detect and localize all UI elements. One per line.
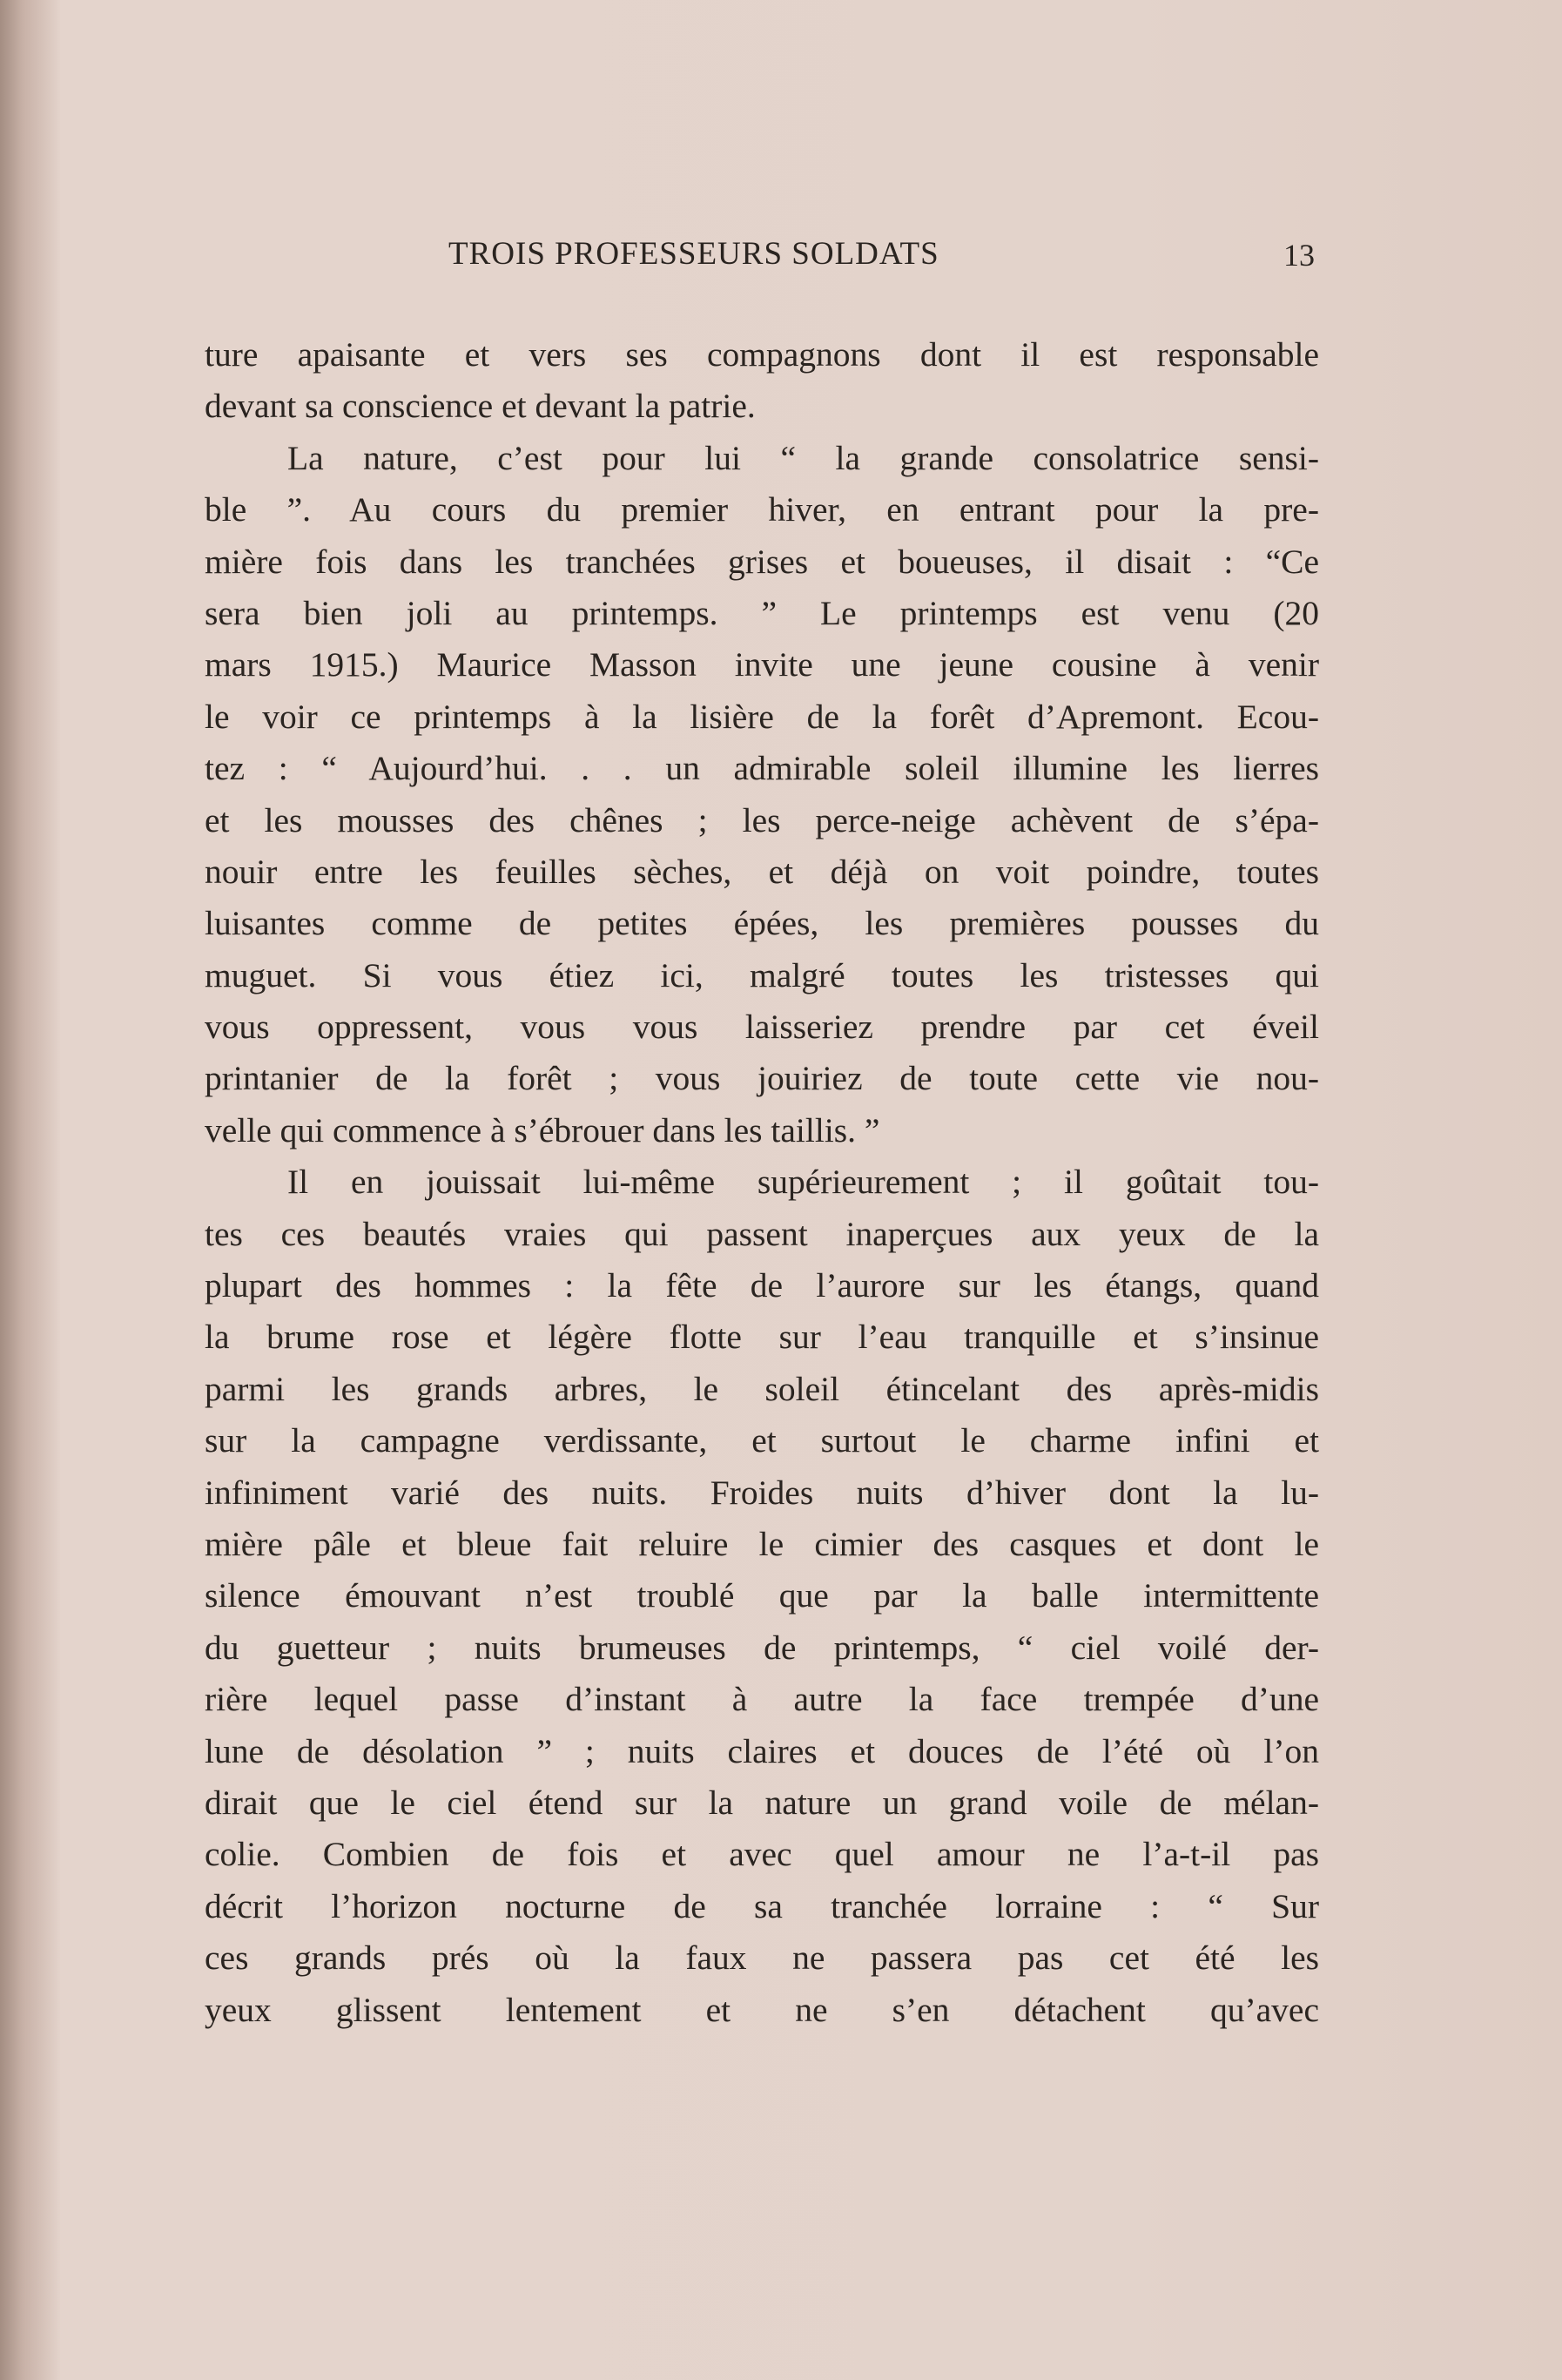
text-line: plupart des hommes : la fête de l’aurore sur les étangs, quand bbox=[205, 1266, 1319, 1305]
text-line: mière pâle et bleue fait reluire le cimier des casques et dont le bbox=[205, 1524, 1319, 1563]
text-line: muguet. Si vous étiez ici, malgré toutes les tristesses qui bbox=[205, 955, 1319, 994]
text-line: sur la campagne verdissante, et surtout le charme infini et bbox=[205, 1421, 1319, 1460]
text-line: Il en jouissait lui-même supérieurement ; il goûtait tou- bbox=[287, 1163, 1319, 1202]
text-line: parmi les grands arbres, le soleil étincelant des après-midis bbox=[205, 1369, 1319, 1408]
text-line: devant sa conscience et devant la patrie. bbox=[205, 387, 756, 426]
text-line: velle qui commence à s’ébrouer dans les taillis. ” bbox=[205, 1110, 880, 1150]
text-line: décrit l’horizon nocturne de sa tranchée lorraine : “ Sur bbox=[205, 1886, 1319, 1925]
text-line: nouir entre les feuilles sèches, et déjà on voit poindre, toutes bbox=[205, 852, 1319, 891]
text-line: La nature, c’est pour lui “ la grande consolatrice sensi- bbox=[287, 438, 1319, 477]
text-line: rière lequel passe d’instant à autre la face trempée d’une bbox=[205, 1680, 1319, 1719]
text-line: ture apaisante et vers ses compagnons dont il est responsable bbox=[205, 335, 1319, 374]
text-line: le voir ce printemps à la lisière de la forêt d’Apremont. Ecou- bbox=[205, 697, 1319, 736]
running-title: TROIS PROFESSEURS SOLDATS bbox=[448, 236, 939, 272]
page-number: 13 bbox=[1283, 238, 1315, 273]
text-line: mière fois dans les tranchées grises et boueuses, il disait : “Ce bbox=[205, 542, 1319, 581]
text-line: et les mousses des chênes ; les perce-neige achèvent de s’épa- bbox=[205, 800, 1319, 839]
text-line: luisantes comme de petites épées, les premières pousses du bbox=[205, 904, 1319, 943]
text-line: sera bien joli au printemps. ” Le printemps est venu (20 bbox=[205, 593, 1319, 632]
text-line: ble ”. Au cours du premier hiver, en entrant pour la pre- bbox=[205, 490, 1319, 529]
text-line: ces grands prés où la faux ne passera pas cet été les bbox=[205, 1938, 1319, 1978]
text-line: vous oppressent, vous vous laisseriez prendre par cet éveil bbox=[205, 1008, 1319, 1047]
text-line: du guetteur ; nuits brumeuses de printemps, “ ciel voilé der- bbox=[205, 1628, 1319, 1667]
text-line: mars 1915.) Maurice Masson invite une jeune cousine à venir bbox=[205, 645, 1319, 684]
text-line: la brume rose et légère flotte sur l’eau tranquille et s’insinue bbox=[205, 1318, 1319, 1357]
gutter-shadow bbox=[0, 0, 61, 2380]
text-line: colie. Combien de fois et avec quel amour ne l’a-t-il pas bbox=[205, 1835, 1319, 1874]
running-head bbox=[209, 235, 1315, 279]
text-line: infiniment varié des nuits. Froides nuits d’hiver dont la lu- bbox=[205, 1473, 1319, 1512]
text-line: yeux glissent lentement et ne s’en détachent qu’avec bbox=[205, 1990, 1319, 2029]
text-line: printanier de la forêt ; vous jouiriez de toute cette vie nou- bbox=[205, 1059, 1319, 1098]
text-line: silence émouvant n’est troublé que par la balle intermittente bbox=[205, 1576, 1319, 1615]
text-line: tes ces beautés vraies qui passent inaperçues aux yeux de la bbox=[205, 1214, 1319, 1253]
text-line: tez : “ Aujourd’hui. . . un admirable soleil illumine les lierres bbox=[205, 749, 1319, 788]
body-text bbox=[205, 329, 1319, 2036]
text-line: lune de désolation ” ; nuits claires et douces de l’été où l’on bbox=[205, 1731, 1319, 1770]
text-line: dirait que le ciel étend sur la nature un grand voile de mélan- bbox=[205, 1783, 1319, 1822]
